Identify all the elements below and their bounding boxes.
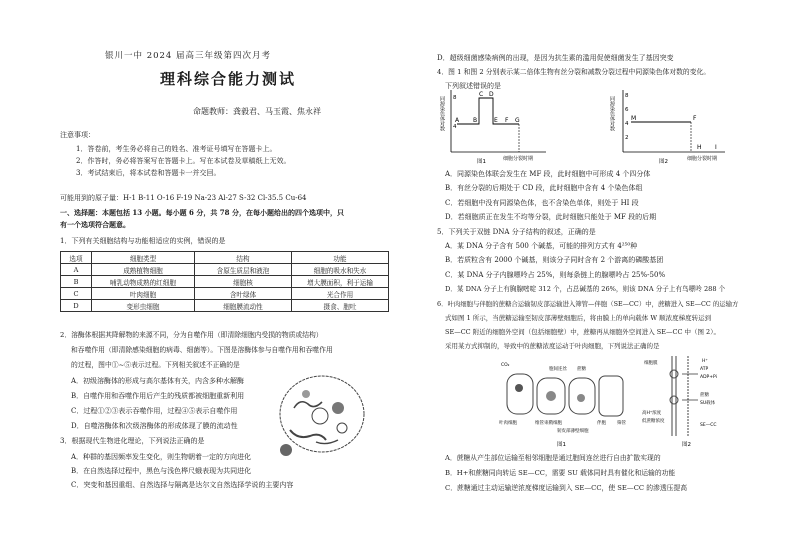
lysosome-figure xyxy=(276,370,368,462)
fig-label: 高H⁺浓度 xyxy=(642,411,662,416)
fig-caption: 图2 xyxy=(682,442,691,448)
table-cell: 细胞的吸水和失水 xyxy=(292,264,389,276)
q1-stem: 1．下列有关细胞结构与功能相适应的实例，错误的是 xyxy=(60,237,226,245)
q3-option-d: D．超级细菌感染病例的出现，是因为抗生素的滥用促使细菌发生了基因突变 xyxy=(437,54,674,62)
q3-stem: 3．根据现代生物进化理论，下列说法正确的是 xyxy=(60,437,205,445)
fig1-xlabel: 细胞分裂时期 xyxy=(503,156,534,162)
q3-option: A．种群的基因频率发生变化，则生物朝着一定的方向进化 xyxy=(71,453,252,461)
fig-label: SU载体 xyxy=(700,401,716,406)
table-cell: D xyxy=(61,300,92,312)
fig-label: 低蔗糖浓度 xyxy=(642,419,665,424)
fig1-point: D xyxy=(489,91,494,98)
table-header: 功能 xyxy=(292,252,389,264)
fig-label: 胞间连丝 xyxy=(549,367,567,372)
fig1-caption: 图1 xyxy=(477,159,486,165)
fig-label: CO₂ xyxy=(501,363,510,368)
fig2-point: H xyxy=(697,144,702,151)
note-item: 2．作答时，务必将答案写在答题卡上。写在本试卷及草稿纸上无效。 xyxy=(76,157,291,165)
q2-line: 2．溶酶体根据其降解物的来源不同，分为自噬作用（即清除细胞内受损的物质或结构） xyxy=(60,331,323,339)
q2-option: C．过程①②③表示吞噬作用，过程④⑤表示自噬作用 xyxy=(71,407,238,415)
table-cell: 变形虫细胞 xyxy=(92,300,195,312)
fig-label: 蔗糖 xyxy=(700,393,709,398)
note-item: 1．答卷前，考生务必将自己的姓名、准考证号填写在答题卡上。 xyxy=(76,145,277,153)
fig1-tick: 8 xyxy=(453,95,457,101)
table-header: 结构 xyxy=(195,252,292,264)
q4-line: 4．图 1 和图 2 分别表示某二倍体生物有丝分裂和减数分裂过程中同源染色体对数的变化。 xyxy=(437,68,711,76)
fig-label: 叶肉细胞 xyxy=(499,421,517,426)
q2-option: B．自噬作用和吞噬作用后产生的残质都被细胞重新利用 xyxy=(71,392,245,400)
fig1-point: B xyxy=(473,117,478,124)
right-column xyxy=(397,0,794,549)
fig-label: SE—CC xyxy=(700,423,717,428)
table-cell: 细胞膜流动性 xyxy=(195,300,292,312)
fig1-point: E xyxy=(494,117,498,124)
table-cell: 哺乳动物成熟的红细胞 xyxy=(92,276,195,288)
table-cell: 增大膜面积，利于运输 xyxy=(292,276,389,288)
table-cell: 含叶绿体 xyxy=(195,288,292,300)
q3-option: B．在自然选择过程中，黑色与浅色桦尺蛾表现为共同进化 xyxy=(71,467,252,475)
q6-figure-1 xyxy=(497,356,637,448)
table-header: 选项 xyxy=(61,252,92,264)
fig2-tick: 8 xyxy=(625,93,629,99)
fig2-point: F xyxy=(693,115,697,122)
page-title: 理科综合能力测试 xyxy=(160,70,297,88)
fig-label: 维管束鞘细胞 xyxy=(535,421,562,426)
q4-option: D．若细胞质正在发生不均等分裂，此时细胞只能处于 MF 段的后期 xyxy=(445,213,657,221)
q6-line: SE—CC 附近的细胞外空间（包括细胞壁）中，蔗糖再从细胞外空间进入 SE—CC 中（图 2）。 xyxy=(445,328,720,336)
q2-option: A．初级溶酶体的形成与高尔基体有关，内含多种水解酶 xyxy=(71,377,245,385)
fig1-ylabel: 同源染色体对数 xyxy=(439,96,445,131)
q5-stem: 5．下列关于双链 DNA 分子结构的叙述，正确的是 xyxy=(437,228,596,236)
fig-label: 伴胞 xyxy=(597,421,606,426)
table-cell: A xyxy=(61,264,92,276)
q6-line: 式如图 1 所示，当蔗糖运输至韧皮部薄壁细胞后，将由膜上的单向载体 W 顺浓度梯度转运到 xyxy=(445,314,712,322)
table-cell: 成熟植物细胞 xyxy=(92,264,195,276)
table-cell: 叶肉细胞 xyxy=(92,288,195,300)
q6-option: A．蔗糖从产生部位运输至相邻细胞是通过胞间连丝进行自由扩散实现的 xyxy=(445,454,661,462)
fig2-caption: 图2 xyxy=(659,159,668,165)
q6-line: 6．叶肉细胞与伴胞的蔗糖合运输韧皮部运输进入筛管—伴胞（SE—CC）中，蔗糖进入 SE—CC 的运输方 xyxy=(437,300,739,308)
fig2-xlabel: 细胞分裂时期 xyxy=(687,156,718,162)
table-cell: B xyxy=(61,276,92,288)
fig-label: ATP xyxy=(700,367,709,372)
q4-option: A．同源染色体联会发生在 MF 段，此时细胞中可形成 4 个四分体 xyxy=(445,170,651,178)
fig1-point: A xyxy=(455,117,460,124)
q1-table xyxy=(60,251,389,312)
q6-option: C．蔗糖通过主动运输逆浓度梯度运输到入 SE—CC，使 SE—CC 的渗透压提高 xyxy=(445,484,688,492)
fig2-point: M xyxy=(631,115,637,122)
fig-label: ADP+Pi xyxy=(700,375,717,380)
table-cell: 含原生质层和液泡 xyxy=(195,264,292,276)
fig2-tick: 4 xyxy=(625,121,629,127)
fig2-ylabel: 同源染色体对数 xyxy=(609,96,615,131)
section-heading: 一、选择题：本题包括 13 小题。每小题 6 分，共 78 分，在每小题给出的四个选项中，只 xyxy=(60,208,344,217)
fig-label: 细胞膜 xyxy=(644,361,658,366)
table-cell: 光合作用 xyxy=(292,288,389,300)
fig-label: 韧皮部薄壁细胞 xyxy=(557,429,589,434)
q2-line: 和吞噬作用（即清除感染细胞的病毒、细菌等）。下图是溶酶体参与自噬作用和吞噬作用 xyxy=(71,346,333,354)
table-cell: 细胞核 xyxy=(195,276,292,288)
fig1-point: C xyxy=(479,91,484,98)
fig2-tick: 6 xyxy=(625,107,629,113)
q4-option: C．若细胞中没有同源染色体，也不含染色单体，则处于 HI 段 xyxy=(445,199,639,207)
q5-option: B．若质粒含有 2000 个碱基，则该分子同时含有 2 个游离的磷酸基团 xyxy=(445,256,664,264)
q5-option: C．某 DNA 分子内腺嘌呤占 25%，则每条链上的腺嘌呤占 25%-50% xyxy=(445,271,666,279)
q4-line: 下列叙述错误的是 xyxy=(445,82,501,90)
table-row xyxy=(61,288,389,300)
fig1-point: G xyxy=(515,117,520,124)
school-header: 银川一中 2024 届高三年级第四次月考 xyxy=(105,51,272,61)
notes-title: 注意事项： xyxy=(60,131,95,139)
fig2-point: I xyxy=(715,144,717,151)
fig-label: H⁺ xyxy=(702,359,708,364)
q2-option: D．自噬溶酶体和次级溶酶体的形成体现了膜的流动性 xyxy=(71,422,238,430)
q2-line: 的过程，图中①~⑤表示过程。下列相关叙述不正确的是 xyxy=(71,361,240,369)
q6-line: 采用某方式抑制的，导致中的蔗糖浓度运动于叶肉细胞，下列说法正确的是 xyxy=(445,342,660,350)
note-item: 3．考试结束后，将本试卷和答题卡一并交回。 xyxy=(76,169,221,177)
table-cell: C xyxy=(61,288,92,300)
authors: 命题教师：龚毅君、马玉霞、焦永祥 xyxy=(193,107,321,116)
fig1-point: F xyxy=(505,117,509,124)
q4-figure-2 xyxy=(611,84,731,164)
fig-caption: 图1 xyxy=(557,442,566,448)
q5-option: A．某 DNA 分子含有 500 个碱基，可能的排列方式有 4²⁵⁰种 xyxy=(445,242,638,250)
fig-label: 筛管 xyxy=(617,421,626,426)
fig2-tick: 2 xyxy=(625,135,629,141)
table-header: 细胞类型 xyxy=(92,252,195,264)
fig-label: 蔗糖 xyxy=(577,367,586,372)
q4-figure-1 xyxy=(441,84,553,164)
table-row xyxy=(61,300,389,312)
table-cell: 摄食、胞吐 xyxy=(292,300,389,312)
atomic-masses: 可能用到的原子量：H-1 B-11 O-16 F-19 Na-23 Al-27 S-32 Cl-35.5 Cu-64 xyxy=(60,194,307,202)
q3-option: C．突变和基因重组、自然选择与隔离是达尔文自然选择学说的主要内容 xyxy=(71,481,294,489)
section-heading-cont: 有一个选项符合题意。 xyxy=(60,220,130,229)
table-header-row xyxy=(61,252,389,264)
q5-option: D．某 DNA 分子上有胸腺嘧啶 312 个，占总碱基的 26%，则该 DNA 分子上有鸟嘌呤 288 个 xyxy=(445,285,726,293)
table-row xyxy=(61,276,389,288)
q4-option: B．有丝分裂的后期处于 CD 段，此时细胞中含有 4 个染色体组 xyxy=(445,184,643,192)
fig1-tick: 4 xyxy=(453,124,457,130)
table-row xyxy=(61,264,389,276)
q6-figure-2 xyxy=(642,352,742,448)
q6-option: B．H+和蔗糖同向转运 SE—CC，需要 SU 载体同时具有催化和运输的功能 xyxy=(445,469,676,477)
